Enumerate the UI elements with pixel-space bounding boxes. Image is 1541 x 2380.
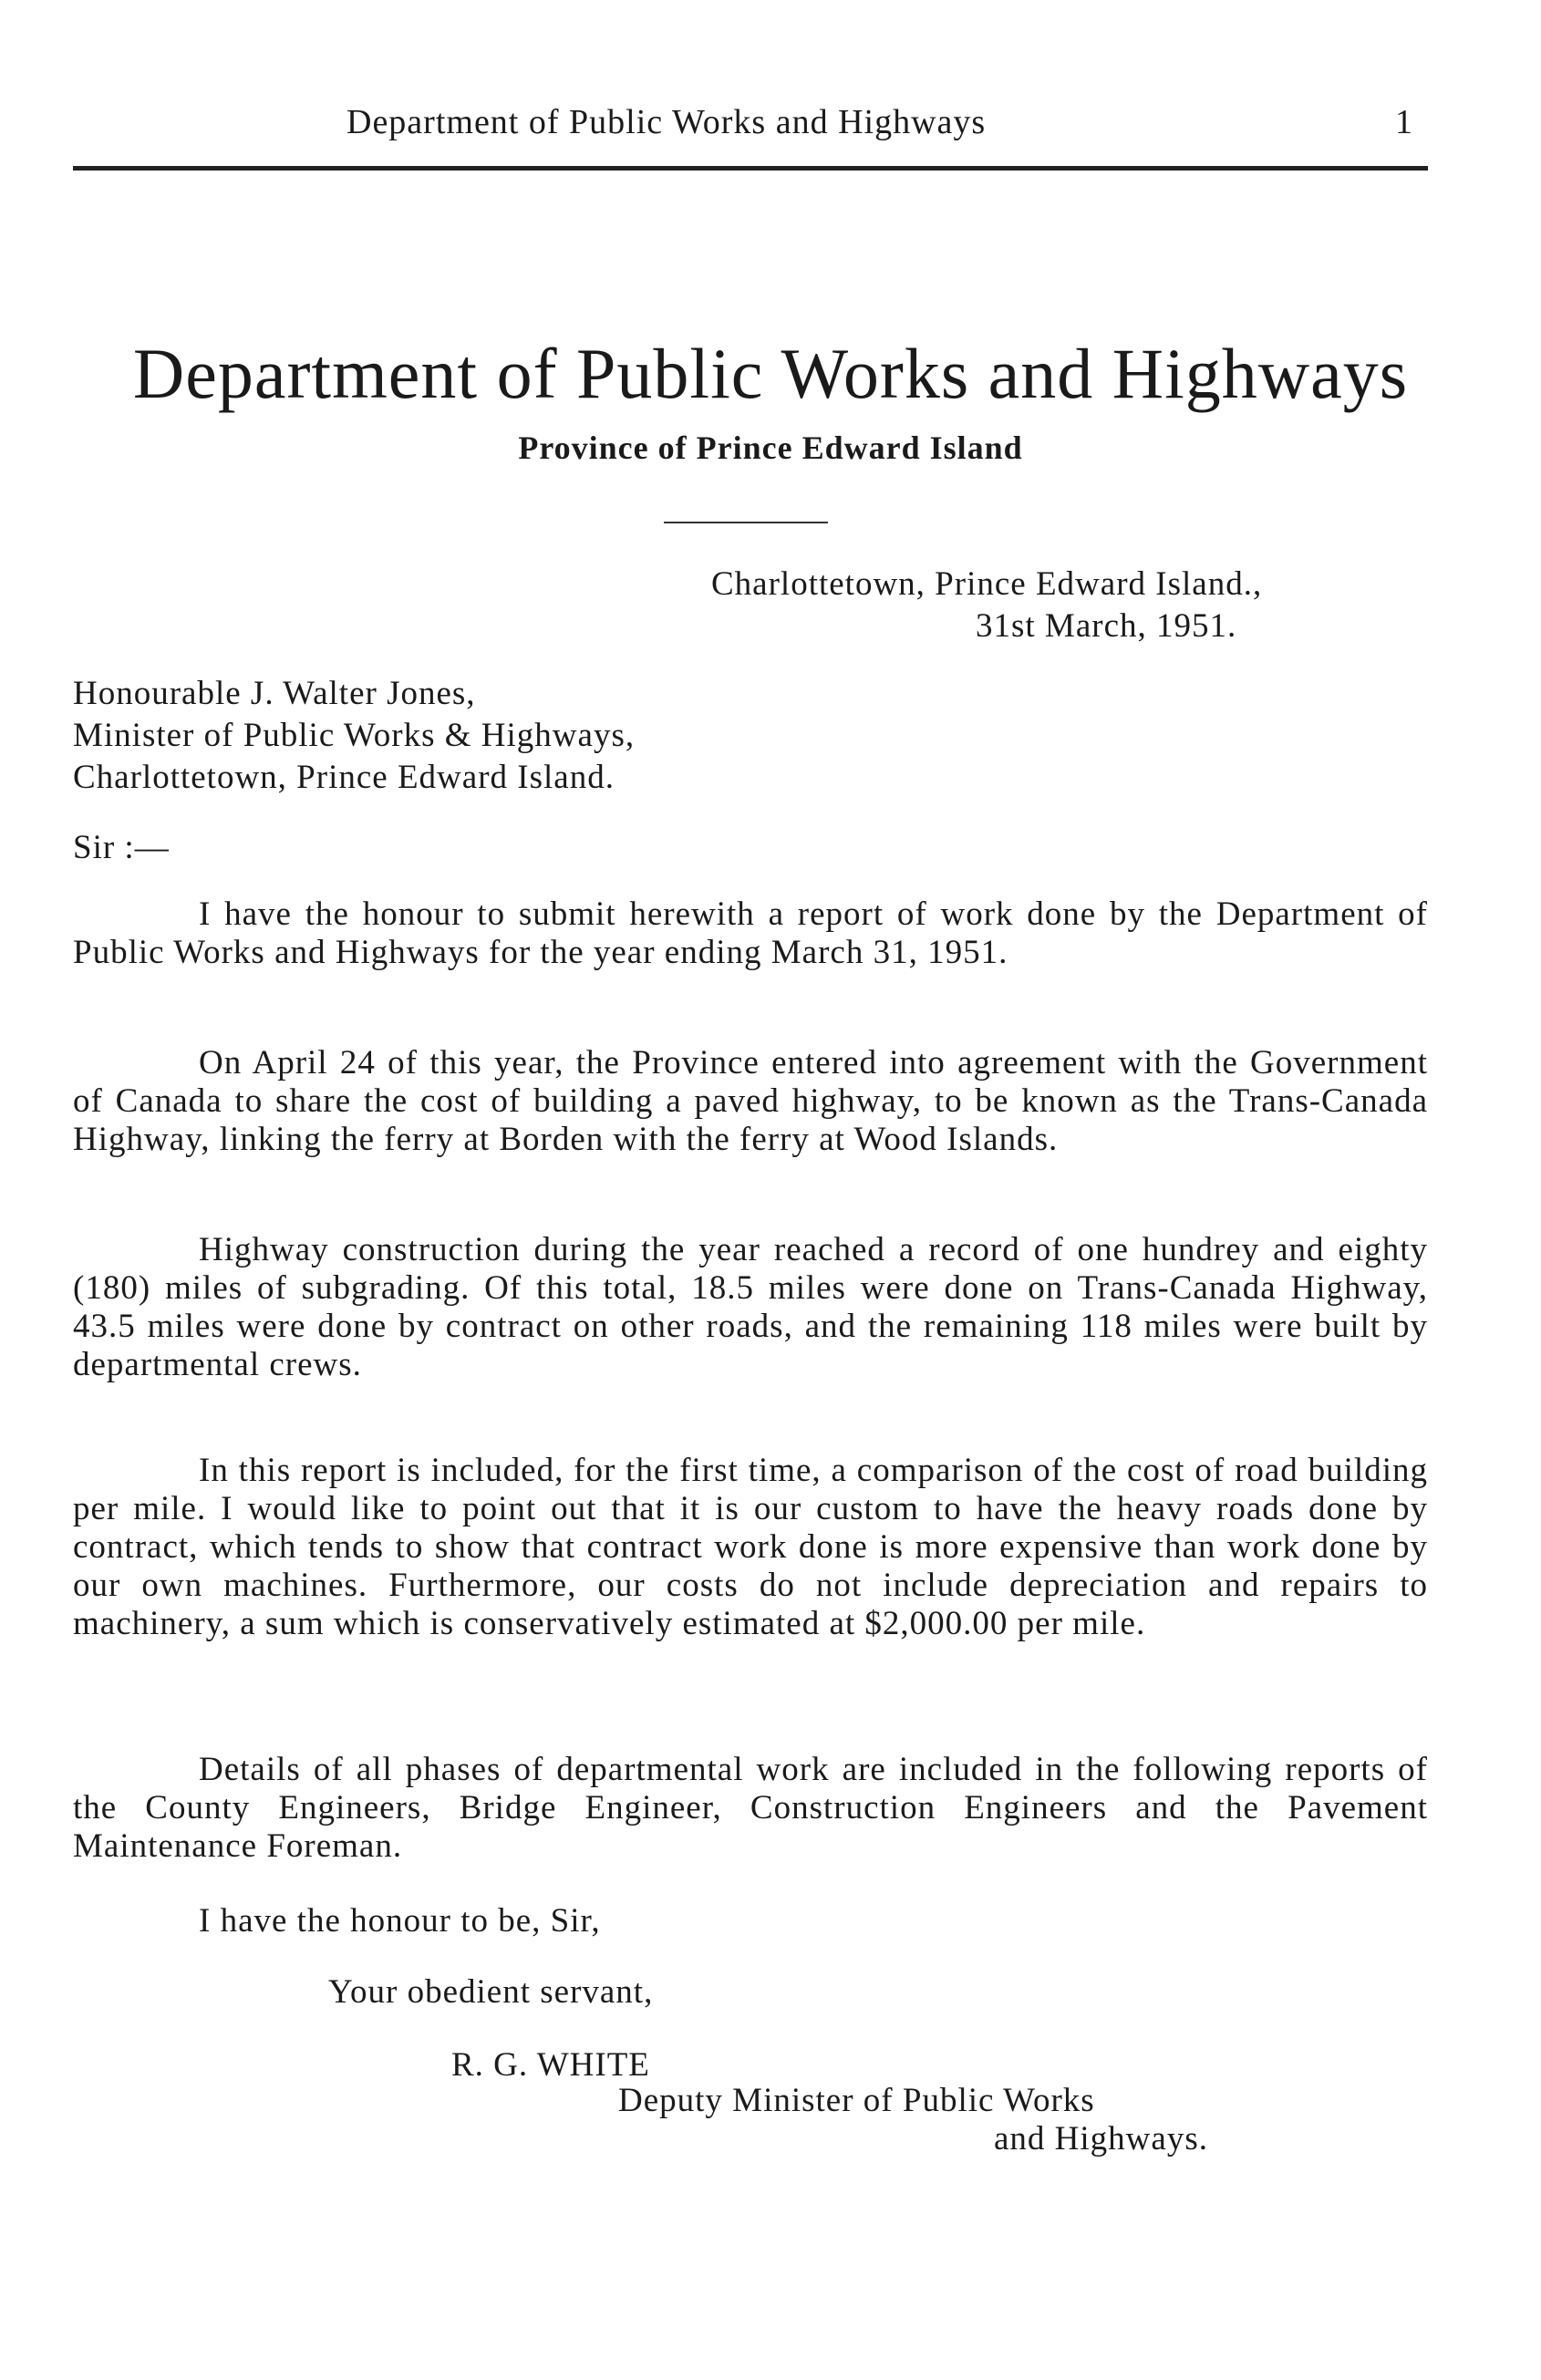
closing-line: I have the honour to be, Sir,: [199, 1902, 601, 1940]
page-title: Department of Public Works and Highways: [132, 334, 1409, 413]
addressee-name: Honourable J. Walter Jones,: [73, 675, 476, 712]
dateline: [711, 564, 1262, 647]
page-number: 1: [1395, 103, 1412, 141]
addressee-title: Minister of Public Works & Highways,: [73, 717, 636, 754]
addressee-location: Charlottetown, Prince Edward Island.: [73, 759, 615, 796]
header-rule: [73, 166, 1428, 171]
body-paragraph: On April 24 of this year, the Province entered into agreement with the Government of Canada to share the cost of building a paved highway, to be known as the Trans-Canada Highway, linking the ferry at Borden with the ferry at Wood Islands.: [73, 1044, 1428, 1158]
page-subtitle: Province of Prince Edward Island: [518, 429, 1023, 466]
signer-title-line: Deputy Minister of Public Works: [618, 2082, 1095, 2119]
signer-title: [618, 2082, 1208, 2158]
running-head: Department of Public Works and Highways: [346, 103, 987, 141]
body-paragraph: In this report is included, for the first time, a comparison of the cost of road building per mile. I would like to point out that it is our custom to have the heavy roads done by contract, which tends to show that contract work done is more expensive than work done by our own machines. Furthermore, our costs do not include depreciation and repairs to machinery, a sum which is conservatively estimated at $2,000.00 per mile.: [73, 1452, 1428, 1642]
title-divider: [664, 522, 828, 523]
dateline-date: 31st March, 1951.: [976, 607, 1237, 645]
body-paragraph: Highway construction during the year reached a record of one hundrey and eighty (180) miles of subgrading. Of this total, 18.5 miles were done on Trans-Canada Highway, 43.5 miles were done by contract on other roads, and the remaining 118 miles were built by departmental crews.: [73, 1231, 1428, 1383]
body-paragraph: Details of all phases of departmental work are included in the following reports of the County Engineers, Bridge Engineer, Construction Engineers and the Pavement Maintenance Foreman.: [73, 1751, 1428, 1865]
closing-valediction: Your obedient servant,: [328, 1973, 654, 2011]
dateline-place: Charlottetown, Prince Edward Island.,: [711, 565, 1263, 603]
body-paragraph: I have the honour to submit herewith a report of work done by the Department of Public Works and Highways for the year ending March 31, 1951.: [73, 895, 1428, 971]
salutation: Sir :—: [73, 829, 170, 866]
addressee-block: [73, 673, 635, 799]
signer-name: R. G. WHITE: [451, 2046, 650, 2084]
signer-title-line: and Highways.: [994, 2120, 1208, 2158]
